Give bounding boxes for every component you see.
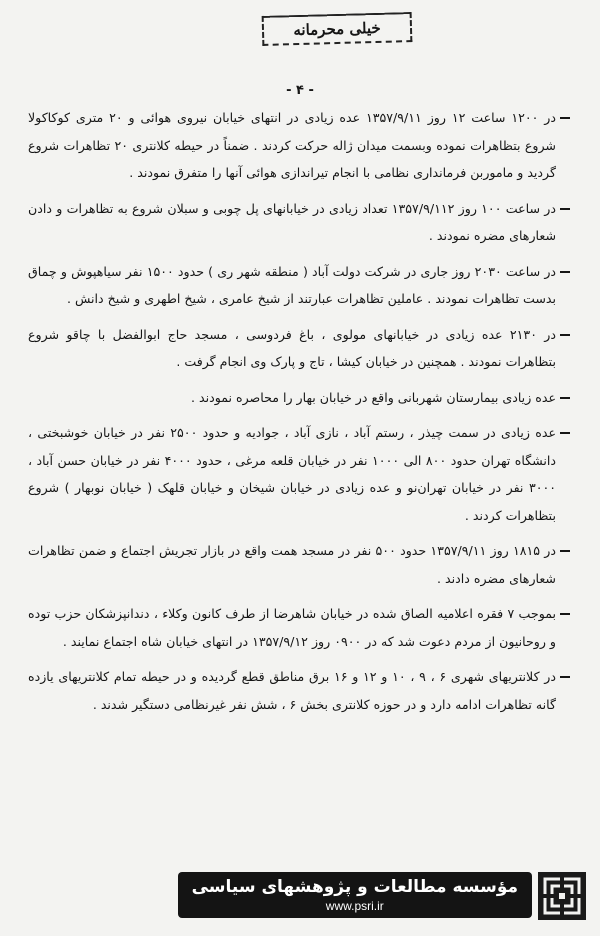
paragraph: در ۱۲۰۰ ساعت ۱۲ روز ۱۳۵۷/۹/۱۱ عده زیادی در انتهای خیابان نیروی هوائی و ۲۰ متری کوکاکولا شروع بتظاهرات نموده وبسمت میدان ژاله حرکت کردند . ضمناً در حیطه کلانتری ۲۰ تظاهرات شروع گردید و ماموربن فرمانداری نظامی با انجام تیراندازی هوائی آنها را متفرق نمودند . bbox=[28, 104, 570, 187]
classification-stamp: خیلی محرمانه bbox=[262, 12, 413, 46]
paragraph: در ۱۸۱۵ روز ۱۳۵۷/۹/۱۱ حدود ۵۰۰ نفر در مسجد همت واقع در بازار تجریش اجتماع و ضمن تظاهرات شعارهای مضره دادند . bbox=[28, 537, 570, 592]
institute-name: مؤسسه مطالعات و پژوهشهای سیاسی bbox=[191, 877, 518, 897]
paragraph: بموجب ۷ فقره اعلامیه الصاق شده در خیابان شاهرضا از طرف کانون وکلاء ، دندانپزشکان حزب توده و روحانیون از مردم دعوت شد که در ۰۹۰۰ روز ۱۳۵۷/۹/۱۲ در انتهای خیابان شاه اجتماع نمایند . bbox=[28, 600, 570, 655]
paragraph: عده زیادی در سمت چیذر ، رستم آباد ، نازی آباد ، جوادیه و حدود ۲۵۰۰ نفر در خیابان خوشبختی ، دانشگاه تهران حدود ۸۰۰ الی ۱۰۰۰ نفر در خیابان قلعه مرغی ، حدود ۴۰۰۰ نفر در خیابان حسن آباد ، ۳۰۰۰ نفر در خیابان تهران‌نو و عده زیادی در خیابان شیخان و خیابان قلهک ( خیابان نوبهار ) شروع بتظاهرات کردند . bbox=[28, 419, 570, 529]
paragraph: در ۲۱۳۰ عده زیادی در خیابانهای مولوی ، باغ فردوسی ، مسجد حاج ابوالفضل با چاقو شروع بتظاهرات نمودند . همچنین در خیابان کیشا ، تاج و پارک وی انجام گرفت . bbox=[28, 321, 570, 376]
paragraph: در کلانتریهای شهری ۶ ، ۹ ، ۱۰ و ۱۲ و ۱۶ برق مناطق قطع گردیده و در حیطه تمام کلانتریهای یازده گانه تظاهرات ادامه دارد و در حوزه کلانتری بخش ۶ ، شش نفر غیرنظامی دستگیر شدند . bbox=[28, 663, 570, 718]
institute-banner bbox=[178, 872, 532, 918]
paragraph: در ساعت ۲۰۳۰ روز جاری در شرکت دولت آباد ( منطقه شهر ری ) حدود ۱۵۰۰ نفر سیاهپوش و چماق بدست تظاهرات نمودند . عاملین تظاهرات عبارتند از شیخ عامری ، شیخ اطهری و شیخ دانش . bbox=[28, 258, 570, 313]
institute-logo-icon bbox=[538, 872, 586, 920]
paragraph: در ساعت ۱۰۰ روز ۱۳۵۷/۹/۱۱۲ تعداد زیادی در خیابانهای پل چوبی و سبلان شروع به تظاهرات و دادن شعارهای مضره نمودند . bbox=[28, 195, 570, 250]
paragraph: عده زیادی بیمارستان شهربانی واقع در خیابان بهار را محاصره نمودند . bbox=[28, 384, 570, 412]
page-number: - ۴ - bbox=[286, 83, 314, 98]
document-body bbox=[28, 104, 570, 726]
institute-url[interactable]: www.psri.ir bbox=[325, 899, 384, 913]
